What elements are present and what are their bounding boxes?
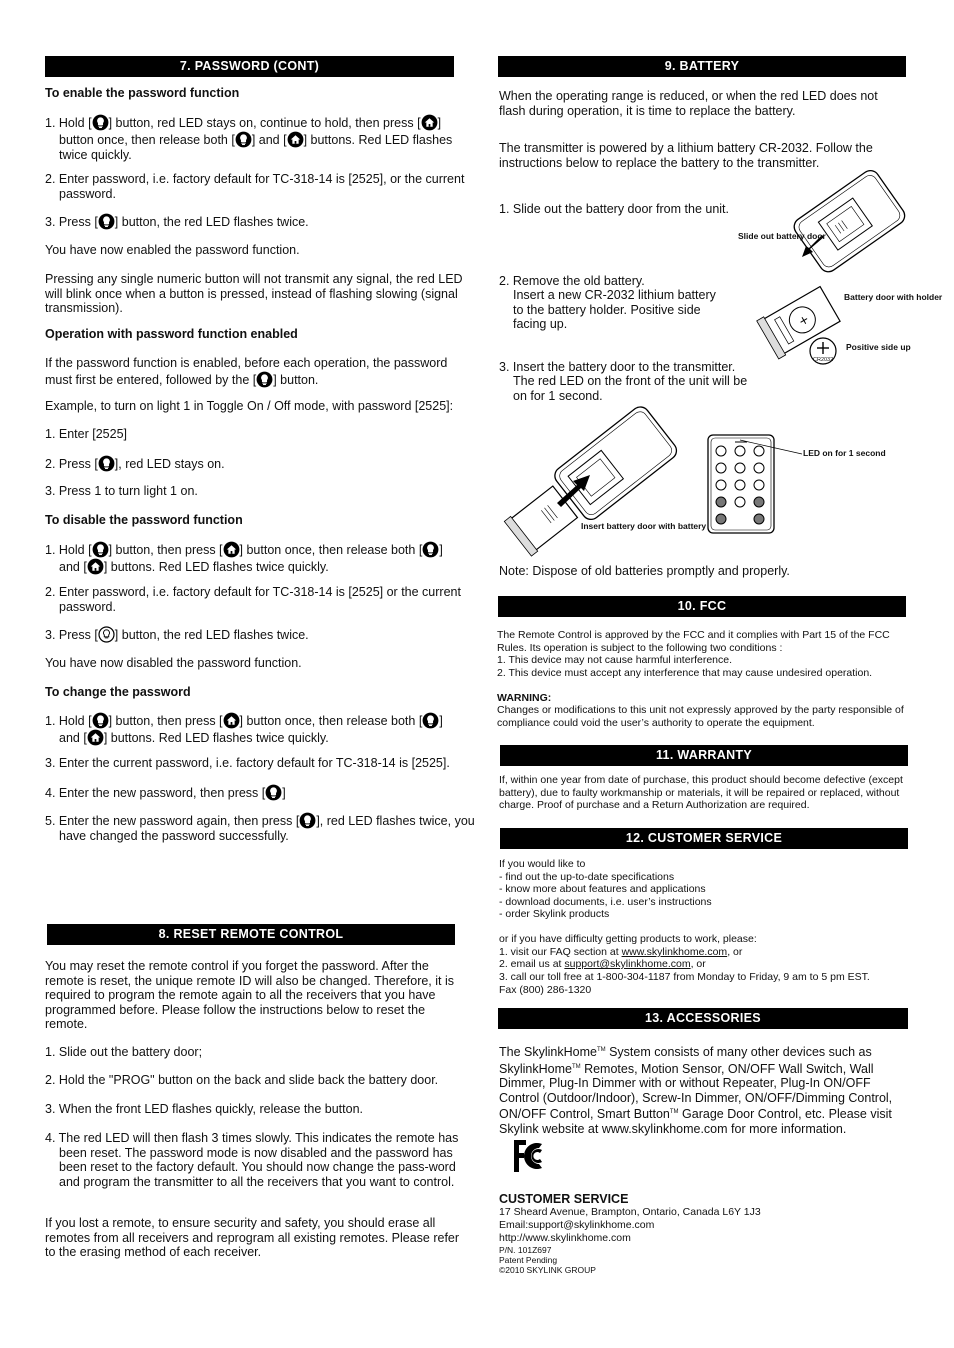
change-step-4: 4. Enter the new password, then press [ ] <box>45 786 286 800</box>
fcc-condition-2: 2. This device must accept any interference that may cause undesired operation. <box>497 667 873 679</box>
customer-service-list <box>499 858 712 921</box>
lightbulb-icon <box>92 712 109 729</box>
cs-difficulty: or if you have difficulty getting products to work, please: <box>499 933 757 945</box>
footer-address: 17 Sheard Avenue, Brampton, Ontario, Canada L6Y 1J3 <box>499 1206 761 1218</box>
fcc-logo <box>512 1138 546 1174</box>
lightbulb-icon <box>92 114 109 131</box>
cr2032-label: CR2032 <box>813 357 834 363</box>
enable-step-1: 1. Hold [ ] button, red LED stays on, continue to hold, then press [ ] button once, then release both [ ] and [ ] buttons. Red LED flashes twice quickly. <box>45 116 453 162</box>
cs-email: 2. email us at support@skylinkhome.com, or <box>499 958 706 970</box>
cs-line: - download documents, i.e. user’s instructions <box>499 895 712 908</box>
fcc-text: The Remote Control is approved by the FCC and it complies with Part 15 of the FCC Rules. Its operation is subject to the following two conditions : <box>497 629 890 654</box>
change-step-3: 3. Enter the current password, i.e. factory default for TC-318-14 is [2525]. <box>45 756 450 770</box>
disable-heading: To disable the password function <box>45 513 243 527</box>
battery-step-3: 3. Insert the battery door to the transmitter. <box>499 360 736 374</box>
section-10-header: 10. FCC <box>498 596 906 617</box>
change-heading: To change the password <box>45 685 191 699</box>
lightbulb-icon <box>256 371 273 388</box>
reset-step-1: 1. Slide out the battery door; <box>45 1045 203 1059</box>
example-text: Example, to turn on light 1 in Toggle On / Off mode, with password [2525]: <box>45 399 454 413</box>
disabled-note: You have now disabled the password function. <box>45 656 302 670</box>
footer-web: http://www.skylinkhome.com <box>499 1232 631 1244</box>
warranty-text: If, within one year from date of purchase, this product should become defective (except battery), due to faulty workmanship or materials, it will be repaired or replaced, without charge. Proof of purchase and a Return Authorization are required. <box>499 774 903 811</box>
lightbulb-icon <box>422 541 439 558</box>
cs-line: - know more about features and applications <box>499 883 706 895</box>
enable-heading: To enable the password function <box>45 86 240 100</box>
example-step-2: 2. Press [ ], red LED stays on. <box>45 457 225 471</box>
cs-line: If you would like to <box>499 858 586 870</box>
section-11-header: 11. WARRANTY <box>500 745 908 766</box>
led-pointer-line <box>740 438 810 463</box>
insert-door-label: Insert battery door with battery <box>581 521 707 531</box>
door-holder-label: Battery door with holder <box>844 292 943 302</box>
lightbulb-icon <box>299 812 316 829</box>
fcc-condition-1: 1. This device may not cause harmful interference. <box>497 654 733 666</box>
example-step-3: 3. Press 1 to turn light 1 on. <box>45 484 198 498</box>
warning-text: Changes or modifications to this unit not expressly approved by the party responsible of compliance could void the user’s authority to operate the equipment. <box>497 704 904 729</box>
slide-out-label: Slide out battery door <box>738 231 826 241</box>
footer-patent: Patent Pending <box>499 1255 558 1265</box>
operation-text: If the password function is enabled, before each operation, the password must first be entered, followed by the [ ] button. <box>45 356 448 387</box>
warning-title: WARNING: <box>497 692 552 704</box>
battery-step-2-detail: Insert a new CR-2032 lithium battery to the battery holder. Positive side facing up. <box>513 288 716 331</box>
house-icon <box>287 131 304 148</box>
faq-link[interactable]: www.skylinkhome.com <box>621 946 728 958</box>
lightbulb-icon <box>265 784 282 801</box>
insert-door-illustration <box>505 405 675 555</box>
change-step-5: 5. Enter the new password again, then press [ ], red LED flashes twice, you have changed the password successfully. <box>45 814 475 843</box>
accessories-text: The SkylinkHome™ System consists of many other devices such as SkylinkHome™ Remotes, Motion Sensor, ON/OFF Wall Switch, Wall Dimmer, Plug-In Dimmer with or without Repeater, Plug-In ON/OFF Control (Outdoor/Indoor), Screw-In Dimmer, ON/OFF/Dimming Control, ON/OFF Control, Smart Button™ Garage Door Control, etc. Please visit Skylink website at www.skylinkhome.com for more information. <box>499 1045 893 1136</box>
house-icon <box>87 558 104 575</box>
change-step-1: 1. Hold [ ] button, then press [ ] button once, then release both [ ] and [ ] buttons. Red LED flashes twice quickly. <box>45 714 443 745</box>
svg-text:+: + <box>795 311 812 329</box>
battery-intro: When the operating range is reduced, or when the red LED does not flash during operation, it is time to replace the battery. <box>499 89 878 118</box>
house-icon <box>223 712 240 729</box>
cs-fax: Fax (800) 286-1320 <box>499 984 592 996</box>
enable-step-3: 3. Press [ ] button, the red LED flashes twice. <box>45 215 309 229</box>
battery-step-3-detail: The red LED on the front of the unit will be on for 1 second. <box>513 374 748 403</box>
footer-email: Email:support@skylinkhome.com <box>499 1219 655 1231</box>
section-13-header: 13. ACCESSORIES <box>498 1008 908 1029</box>
lost-remote-note: If you lost a remote, to ensure security and safety, you should erase all remotes from all receivers and reprogram all existing remotes. Please refer to the erasing method of each receiver. <box>45 1216 460 1259</box>
positive-side-label: Positive side up <box>846 342 911 352</box>
lightbulb-icon <box>98 213 115 230</box>
footer-copyright: ©2010 SKYLINK GROUP <box>499 1265 596 1275</box>
footer-pn: P/N. 101Z697 <box>499 1245 552 1255</box>
section-12-header: 12. CUSTOMER SERVICE <box>500 828 908 849</box>
battery-step-2: 2. Remove the old battery. <box>499 274 645 288</box>
section-8-header: 8. RESET REMOTE CONTROL <box>47 924 455 945</box>
dispose-note: Note: Dispose of old batteries promptly and properly. <box>499 564 790 578</box>
battery-step-1: 1. Slide out the battery door from the unit. <box>499 202 729 216</box>
section-7-header: 7. PASSWORD (CONT) <box>45 56 454 77</box>
reset-step-3: 3. When the front LED flashes quickly, release the button. <box>45 1102 363 1116</box>
house-icon <box>421 114 438 131</box>
disable-step-2: 2. Enter password, i.e. factory default for TC-318-14 is [2525] or the current password. <box>45 585 461 614</box>
reset-intro: You may reset the remote control if you forget the password. After the remote is reset, the unique remote ID will also be changed. Therefore, it is required to program the remote again to all the receivers that you have programmed before. Please follow the instructions below to reset the remote. <box>45 959 455 1031</box>
disable-step-3: 3. Press [ ] button, the red LED flashes twice. <box>45 628 309 642</box>
cs-line: - order Skylink products <box>499 908 610 920</box>
enabled-note: You have now enabled the password function. <box>45 243 300 257</box>
section-9-header: 9. BATTERY <box>498 56 906 77</box>
single-button-note: Pressing any single numeric button will not transmit any signal, the red LED will blink once when a button is pressed, instead of flashing slowing (signal transmission). <box>45 272 463 315</box>
lightbulb-icon <box>92 541 109 558</box>
example-step-1: 1. Enter [2525] <box>45 427 128 441</box>
cs-faq: 1. visit our FAQ section at www.skylinkhome.com, or <box>499 946 743 958</box>
battery-power: The transmitter is powered by a lithium battery CR-2032. Follow the instructions below to replace the battery to the transmitter. <box>499 141 873 170</box>
reset-step-4: 4. The red LED will then flash 3 times slowly. This indicates the remote has been reset. The password mode is now disabled and the password has been reset to the factory default. You should now change the pass-word and program the transmitter to all the receivers that you want to control. <box>45 1131 459 1189</box>
operation-heading: Operation with password function enabled <box>45 327 298 341</box>
cs-line: - find out the up-to-date specifications <box>499 870 675 883</box>
lightbulb-icon <box>422 712 439 729</box>
lightbulb-icon <box>98 455 115 472</box>
reset-step-2: 2. Hold the "PROG" button on the back and slide back the battery door. <box>45 1073 439 1087</box>
cs-call: 3. call our toll free at 1-800-304-1187 from Monday to Friday, 9 am to 5 pm EST. <box>499 971 870 983</box>
disable-step-1: 1. Hold [ ] button, then press [ ] button once, then release both [ ] and [ ] buttons. Red LED flashes twice quickly. <box>45 543 443 574</box>
house-icon <box>87 729 104 746</box>
lightbulb-icon <box>235 131 252 148</box>
lightbulb-outline-icon <box>98 626 115 643</box>
house-icon <box>223 541 240 558</box>
enable-step-2: 2. Enter password, i.e. factory default for TC-318-14 is [2525], or the current password. <box>45 172 465 201</box>
footer-title: CUSTOMER SERVICE <box>499 1192 629 1206</box>
email-link[interactable]: support@skylinkhome.com <box>564 958 691 970</box>
led-label: LED on for 1 second <box>803 448 886 458</box>
